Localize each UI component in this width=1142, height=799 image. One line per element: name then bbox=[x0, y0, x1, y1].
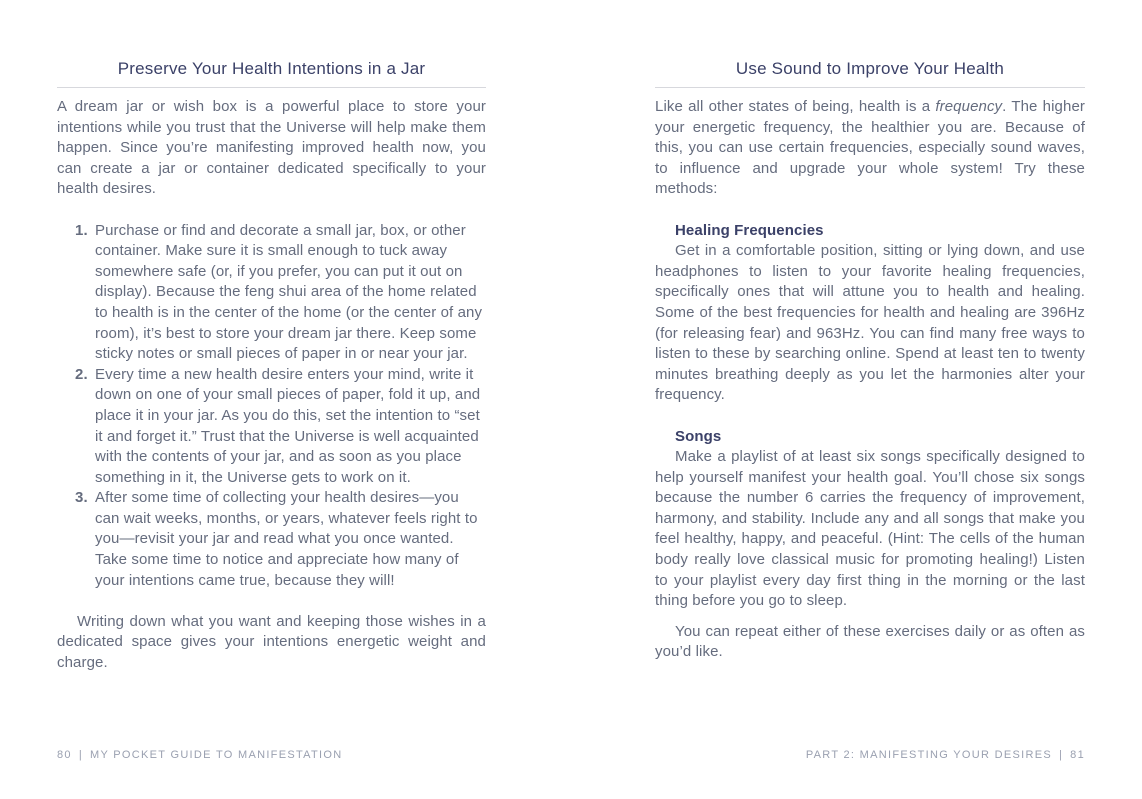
footer-separator: | bbox=[78, 749, 84, 761]
section-body: Make a playlist of at least six songs specifically designed to help yourself manifest your health goal. You’ll chose six songs because the number 6 carries the frequency of improvement, harmony, and stability. Include any and all songs that make you feel healthy, happy, and peaceful. (Hint: The cells of the human body really love classical music for promoting healing!) Listen to your playlist every day first thing in the morning or the last thing before you go to sleep. bbox=[655, 448, 1085, 610]
list-item bbox=[57, 221, 486, 365]
list-number: 2. bbox=[75, 365, 88, 383]
closing-paragraph: Writing down what you want and keeping those wishes in a dedicated space gives your intentions energetic weight and charge. bbox=[57, 612, 486, 672]
intro-text-italic: frequency bbox=[935, 98, 1003, 115]
list-text: After some time of collecting your health desires—you can wait weeks, months, or years, whatever feels right to you—revisit your jar and read what you once wanted. Take some time to notice and appreciate how many of your intentions came true, because they will! bbox=[95, 489, 478, 589]
section-heading-healing-frequencies: Healing Frequencies bbox=[675, 221, 824, 239]
book-title: MY POCKET GUIDE TO MANIFESTATION bbox=[90, 749, 343, 761]
right-page bbox=[655, 58, 1085, 663]
list-item bbox=[57, 365, 486, 489]
list-number: 3. bbox=[75, 489, 88, 507]
right-page-body bbox=[655, 97, 1085, 663]
intro-text-pre: Like all other states of being, health is a bbox=[655, 98, 936, 115]
list-number: 1. bbox=[75, 221, 88, 239]
numbered-list bbox=[57, 221, 486, 592]
title-rule bbox=[57, 87, 486, 88]
closing-paragraph: You can repeat either of these exercises daily or as often as you’d like. bbox=[655, 622, 1085, 661]
part-title: PART 2: MANIFESTING YOUR DESIRES bbox=[805, 749, 1052, 761]
left-page bbox=[57, 58, 486, 674]
intro-paragraph: A dream jar or wish box is a powerful place to store your intentions while you trust that the Universe will help make them happen. Since you’re manifesting improved health now, you can create a jar or container dedicated specifically to your health desires. bbox=[57, 98, 486, 198]
page-title: Preserve Your Health Intentions in a Jar bbox=[117, 59, 426, 78]
section-body: Get in a comfortable position, sitting or lying down, and use headphones to listen to your favorite healing frequencies, specifically ones that will attune you to health and healing. Some of the best frequencies for health and healing are 396Hz (for releasing fear) and 963Hz. You can find many free ways to listen to these by searching online. Spend at least ten to twenty minutes breathing deeply as you let the harmonies alter your frequency. bbox=[655, 242, 1085, 404]
list-text: Every time a new health desire enters your mind, write it down on one of your small pieces of paper, fold it up, and place it in your jar. As you do this, set the intention to “set it and forget it.” Trust that the Universe is well acquainted with the contents of your jar, and as soon as you place something in it, the Universe gets to work on it. bbox=[95, 365, 481, 486]
title-rule bbox=[655, 87, 1085, 88]
intro-text-post: . The higher your energetic frequency, the healthier you are. Because of this, you can use certain frequencies, especially sound waves, to influence and upgrade your whole system! Try these methods: bbox=[655, 98, 1085, 198]
page-number: 80 bbox=[57, 749, 72, 761]
intro-paragraph bbox=[655, 97, 1085, 200]
page-number: 81 bbox=[1070, 749, 1085, 761]
footer-left bbox=[57, 749, 342, 761]
section-heading-songs: Songs bbox=[675, 427, 722, 445]
list-text: Purchase or find and decorate a small jar, box, or other container. Make sure it is small enough to tuck away somewhere safe (or, if you prefer, you can put it out on display). Because the feng shui area of the home related to health is in the center of the home (or the center of any room), it’s best to store your dream jar there. Keep some sticky notes or small pieces of paper in or near your jar. bbox=[95, 221, 483, 363]
page-title: Use Sound to Improve Your Health bbox=[735, 59, 1005, 78]
left-page-body bbox=[57, 97, 486, 674]
footer-right bbox=[806, 749, 1085, 761]
footer-separator: | bbox=[1058, 749, 1064, 761]
list-item bbox=[57, 488, 486, 591]
